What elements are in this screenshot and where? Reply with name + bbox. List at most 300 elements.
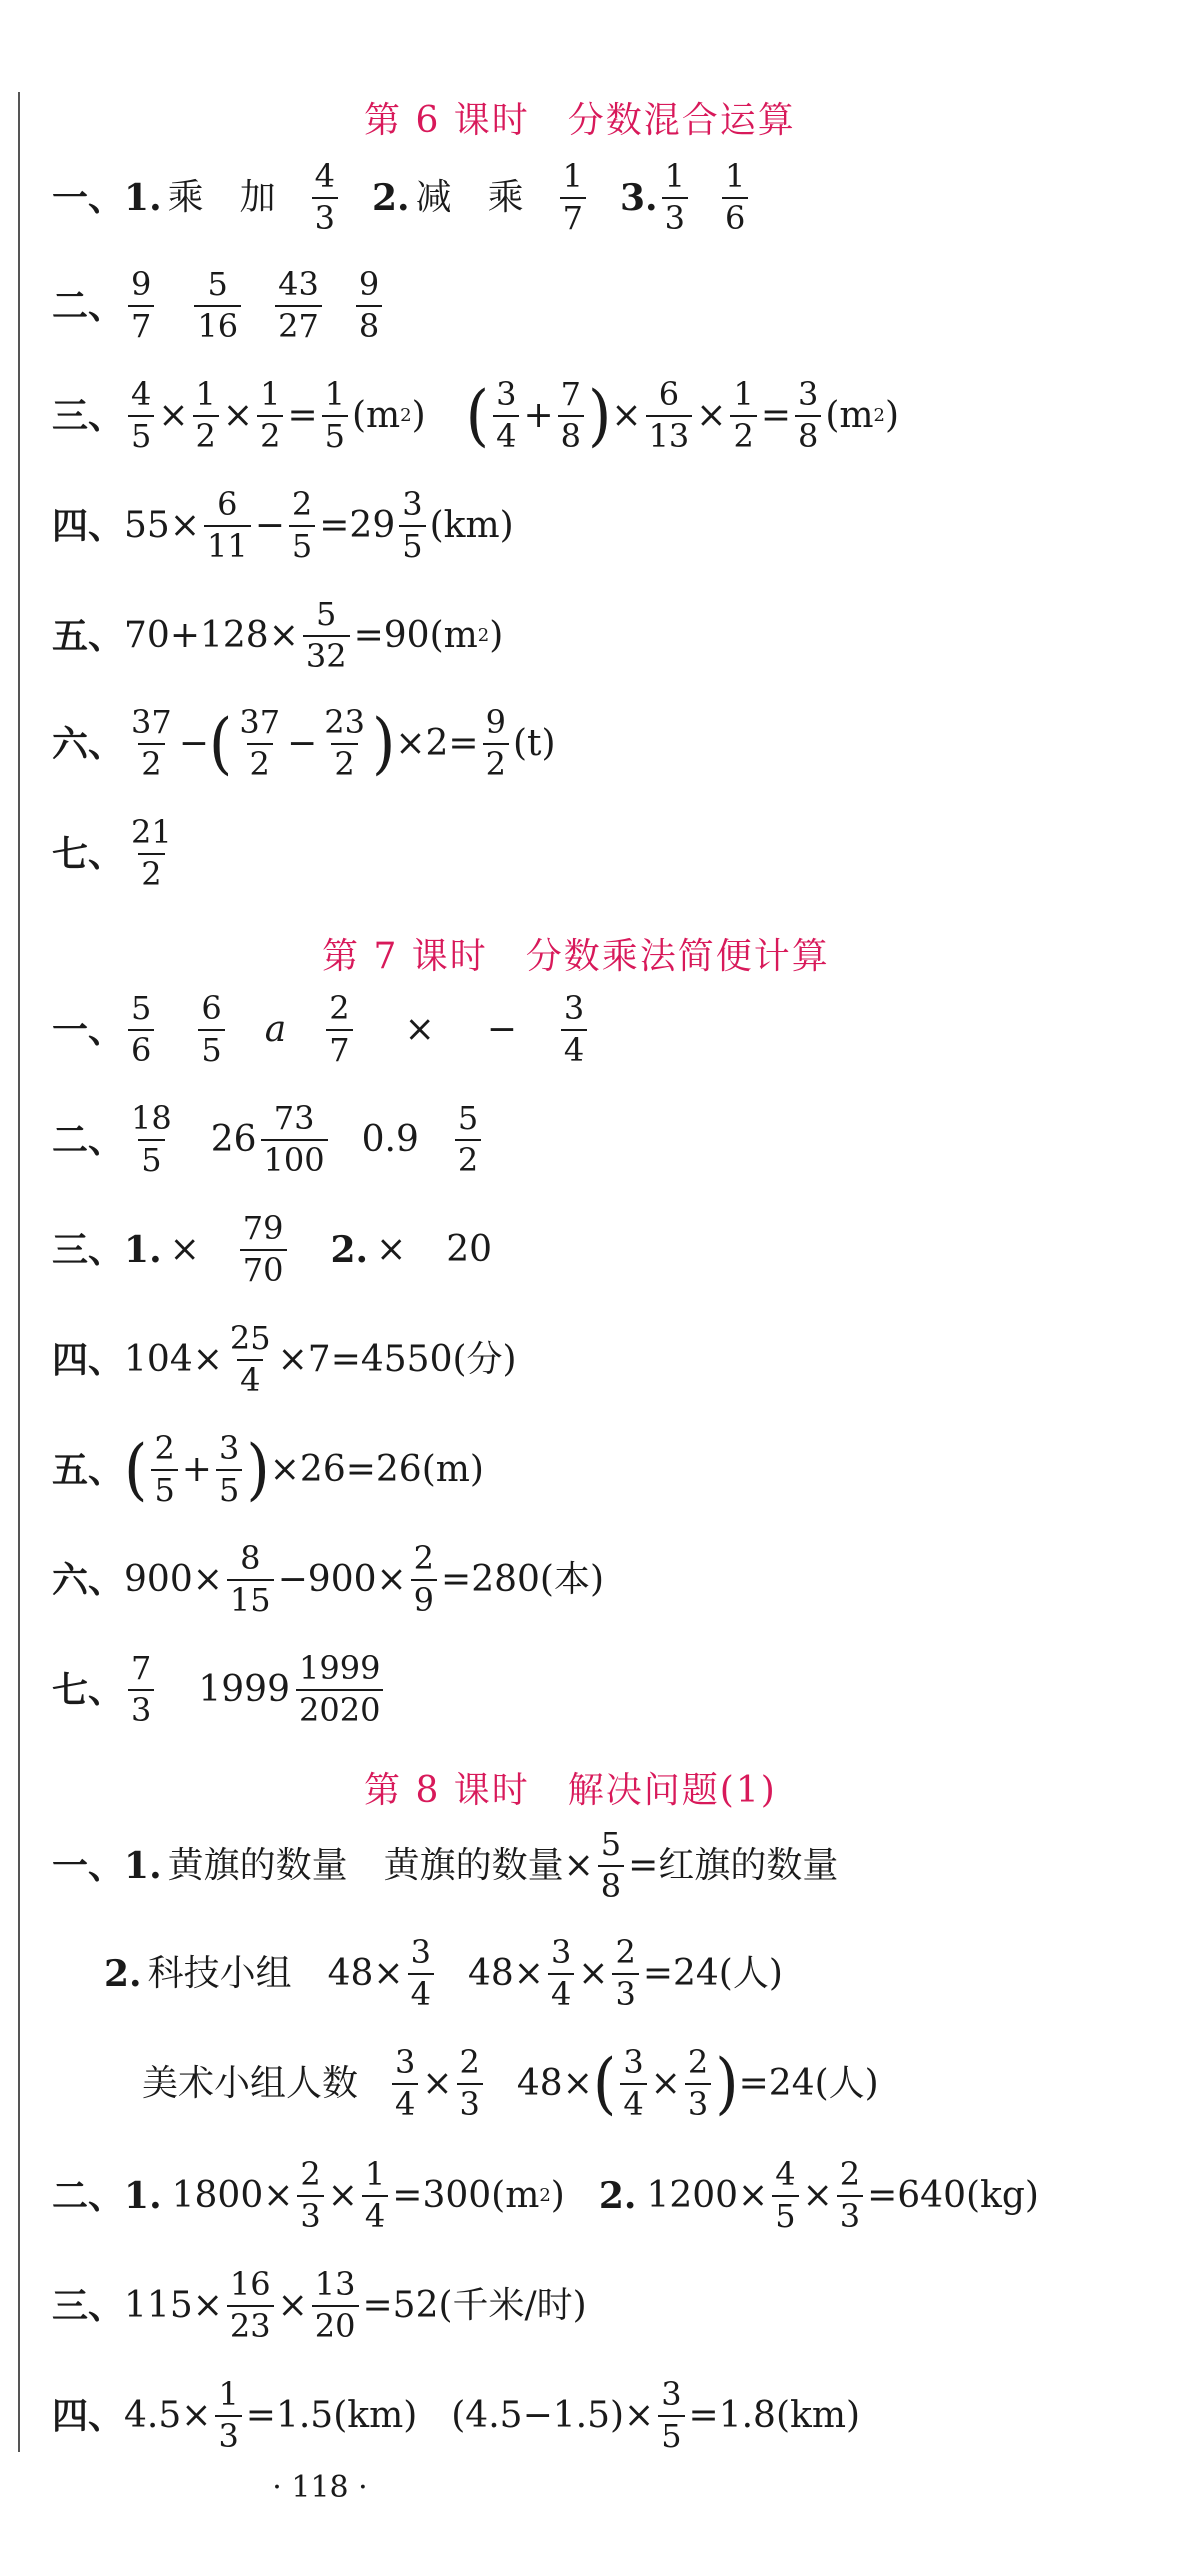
denominator: 27 bbox=[275, 305, 322, 344]
expr: ×7=4550(分) bbox=[277, 1338, 517, 1380]
s6-q4 bbox=[52, 485, 514, 565]
item-number: 1. bbox=[124, 2174, 162, 2217]
numerator: 2 bbox=[839, 2155, 861, 2193]
operator: × bbox=[277, 2284, 308, 2326]
q-label: 二、 bbox=[52, 1118, 125, 1161]
denominator: 2020 bbox=[296, 1689, 383, 1728]
expr: 48× bbox=[516, 2062, 593, 2104]
expr: =52(千米/时) bbox=[362, 2284, 587, 2326]
expr: =300(m bbox=[392, 2174, 540, 2216]
denominator: 4 bbox=[408, 1973, 434, 2012]
fraction bbox=[457, 2043, 483, 2123]
numerator: 4 bbox=[131, 375, 152, 413]
denominator: 2 bbox=[455, 1139, 481, 1178]
numerator: 25 bbox=[229, 1319, 271, 1357]
denominator: 2 bbox=[193, 415, 219, 454]
answer: 科技小组 bbox=[147, 1952, 292, 1994]
s6-q5 bbox=[52, 595, 504, 675]
numerator: 7 bbox=[560, 375, 581, 413]
denominator: 8 bbox=[356, 305, 382, 344]
unit-close: ) bbox=[411, 394, 426, 436]
s8-q4 bbox=[52, 2375, 861, 2455]
denominator: 5 bbox=[772, 2195, 798, 2234]
paren-close: ) bbox=[371, 705, 396, 783]
answer: 乘 bbox=[487, 176, 524, 218]
item-number: 1. bbox=[124, 1844, 162, 1887]
denominator: 3 bbox=[612, 1973, 638, 2012]
operator: × bbox=[611, 394, 642, 436]
expr: =29 bbox=[319, 504, 396, 546]
numerator: 2 bbox=[615, 1933, 636, 1971]
fraction bbox=[297, 2155, 323, 2235]
denominator: 5 bbox=[128, 415, 154, 454]
s7-q1 bbox=[52, 989, 591, 1069]
numerator: 73 bbox=[273, 1099, 315, 1137]
s8-q2 bbox=[52, 2155, 1039, 2235]
expr: 48× bbox=[467, 1952, 544, 1994]
fraction bbox=[548, 1933, 574, 2013]
expr: =280(本) bbox=[441, 1558, 604, 1600]
s7-q6 bbox=[52, 1539, 604, 1619]
denominator: 5 bbox=[216, 1469, 242, 1508]
numerator: 6 bbox=[201, 989, 222, 1027]
s7-q7 bbox=[52, 1649, 387, 1729]
numerator: 1 bbox=[364, 2155, 386, 2193]
q-label: 六、 bbox=[52, 722, 125, 765]
numerator: 1 bbox=[218, 2375, 239, 2413]
fraction bbox=[493, 375, 519, 455]
numerator: 3 bbox=[395, 2043, 416, 2081]
answer: 20 bbox=[446, 1228, 493, 1270]
fraction bbox=[455, 1099, 481, 1179]
denominator: 7 bbox=[128, 305, 154, 344]
fraction bbox=[257, 375, 283, 455]
denominator: 8 bbox=[558, 415, 584, 454]
fraction bbox=[303, 595, 350, 675]
denominator: 8 bbox=[598, 1865, 624, 1904]
s6-q3 bbox=[52, 375, 900, 455]
q-label: 四、 bbox=[52, 2394, 125, 2437]
numerator: 2 bbox=[300, 2155, 321, 2193]
numerator: 4 bbox=[314, 157, 335, 195]
fraction bbox=[204, 485, 251, 565]
fraction bbox=[215, 2375, 241, 2455]
denominator: 2 bbox=[138, 743, 164, 782]
numerator: 3 bbox=[661, 2375, 682, 2413]
operator: × bbox=[222, 394, 254, 436]
numerator: 6 bbox=[658, 375, 680, 413]
fraction bbox=[289, 485, 315, 565]
fraction bbox=[321, 703, 368, 783]
q-label: 二、 bbox=[52, 2174, 125, 2217]
s7-q3 bbox=[52, 1209, 493, 1289]
numerator: 5 bbox=[316, 595, 337, 633]
s7-q2 bbox=[52, 1099, 485, 1179]
answer: 美术小组人数 bbox=[142, 2062, 359, 2104]
q-label: 五、 bbox=[52, 614, 125, 657]
q-label: 六、 bbox=[52, 1558, 125, 1601]
q-label: 三、 bbox=[52, 2284, 125, 2327]
operator: × bbox=[327, 2174, 358, 2216]
whole-number: 1999 bbox=[198, 1668, 290, 1710]
fraction bbox=[128, 265, 154, 345]
expr: (4.5−1.5)× bbox=[451, 2394, 655, 2436]
fraction bbox=[558, 375, 584, 455]
denominator: 5 bbox=[289, 525, 315, 564]
q-label: 一、 bbox=[52, 176, 125, 219]
fraction bbox=[362, 2155, 388, 2235]
fraction bbox=[128, 813, 175, 893]
fraction bbox=[399, 485, 425, 565]
numerator: 2 bbox=[413, 1539, 435, 1577]
denominator: 15 bbox=[227, 1579, 274, 1618]
paren-close: ) bbox=[587, 377, 612, 455]
expr: −900× bbox=[277, 1558, 407, 1600]
fraction bbox=[198, 989, 224, 1069]
denominator: 3 bbox=[312, 197, 338, 236]
expr: =24(人) bbox=[642, 1952, 783, 1994]
s6-q2 bbox=[52, 265, 386, 345]
fraction bbox=[296, 1649, 383, 1729]
expr: 115× bbox=[124, 2284, 223, 2326]
numerator: 2 bbox=[154, 1429, 175, 1467]
decimal: 0.9 bbox=[361, 1118, 419, 1160]
fraction bbox=[837, 2155, 863, 2235]
dash: − bbox=[486, 1008, 517, 1050]
q-label: 七、 bbox=[52, 1668, 125, 1711]
denominator: 2 bbox=[331, 743, 357, 782]
fraction bbox=[227, 1319, 274, 1399]
item-number: 2. bbox=[598, 2174, 637, 2217]
fraction bbox=[356, 265, 382, 345]
fraction bbox=[392, 2043, 418, 2123]
s6-q6 bbox=[52, 703, 556, 783]
fraction bbox=[128, 1649, 154, 1729]
operator: × bbox=[650, 2062, 681, 2104]
expr: 1800× bbox=[171, 2174, 294, 2216]
denominator: 5 bbox=[658, 2415, 684, 2454]
item-number: 2. bbox=[104, 1952, 142, 1995]
item-number: 1. bbox=[124, 1228, 162, 1271]
superscript: 2 bbox=[400, 404, 412, 426]
expr: =红旗的数量 bbox=[628, 1844, 839, 1886]
fraction bbox=[598, 1825, 624, 1905]
numerator: 21 bbox=[131, 813, 172, 851]
numerator: 9 bbox=[131, 265, 152, 303]
numerator: 43 bbox=[278, 265, 319, 303]
denominator: 3 bbox=[128, 1689, 154, 1728]
cross-mark: × bbox=[404, 1008, 435, 1050]
numerator: 3 bbox=[496, 375, 517, 413]
denominator: 4 bbox=[392, 2083, 418, 2122]
fraction bbox=[227, 2265, 274, 2345]
fraction bbox=[408, 1933, 434, 2013]
numerator: 2 bbox=[329, 989, 350, 1027]
s8-q1-3 bbox=[142, 2043, 879, 2123]
whole-number: 26 bbox=[210, 1118, 257, 1160]
page-number: · 118 · bbox=[272, 2470, 368, 2505]
denominator: 6 bbox=[722, 197, 748, 236]
q-label: 四、 bbox=[52, 1338, 125, 1381]
numerator: 1 bbox=[733, 375, 754, 413]
item-number: 2. bbox=[372, 176, 410, 219]
paren-open: ( bbox=[592, 2045, 617, 2123]
denominator: 3 bbox=[215, 2415, 241, 2454]
denominator: 3 bbox=[685, 2083, 711, 2122]
expr: 70+128× bbox=[124, 614, 299, 656]
fraction bbox=[612, 1933, 638, 2013]
fraction bbox=[312, 157, 338, 237]
operator: × bbox=[158, 394, 189, 436]
s8-q1-1 bbox=[52, 1825, 839, 1905]
q-label: 四、 bbox=[52, 504, 125, 547]
fraction bbox=[194, 265, 241, 345]
fraction bbox=[411, 1539, 437, 1619]
denominator: 2 bbox=[483, 743, 509, 782]
numerator: 6 bbox=[217, 485, 238, 523]
fraction bbox=[128, 989, 154, 1069]
numerator: 3 bbox=[550, 1933, 572, 1971]
fraction bbox=[772, 2155, 798, 2235]
numerator: 13 bbox=[314, 2265, 356, 2303]
numerator: 1 bbox=[324, 375, 345, 413]
fraction bbox=[261, 1099, 328, 1179]
answer: 加 bbox=[239, 176, 276, 218]
denominator: 4 bbox=[620, 2083, 646, 2122]
denominator: 13 bbox=[646, 415, 693, 454]
expr: 55× bbox=[124, 504, 200, 546]
expr: ×2= bbox=[395, 722, 479, 764]
fraction bbox=[151, 1429, 177, 1509]
denominator: 3 bbox=[662, 197, 688, 236]
denominator: 70 bbox=[240, 1249, 287, 1288]
operator: − bbox=[287, 722, 318, 764]
s7-q4 bbox=[52, 1319, 517, 1399]
variable: a bbox=[264, 1008, 287, 1050]
expr: =1.8(km) bbox=[688, 2394, 861, 2436]
denominator: 5 bbox=[138, 1139, 164, 1178]
numerator: 5 bbox=[131, 989, 152, 1027]
unit: (km) bbox=[429, 504, 514, 546]
numerator: 3 bbox=[410, 1933, 431, 1971]
q-label: 三、 bbox=[52, 1228, 125, 1271]
numerator: 1999 bbox=[299, 1649, 381, 1687]
denominator: 6 bbox=[128, 1029, 154, 1068]
expr: =1.5(km) bbox=[245, 2394, 418, 2436]
fraction bbox=[646, 375, 693, 455]
expr: 1200× bbox=[646, 2174, 769, 2216]
expr: =640(kg) bbox=[867, 2174, 1039, 2216]
paren-open: ( bbox=[465, 377, 490, 455]
margin-rule bbox=[18, 92, 20, 2452]
numerator: 18 bbox=[131, 1099, 172, 1137]
section-6-title: 第 6 课时 分数混合运算 bbox=[364, 100, 796, 141]
fraction bbox=[483, 703, 509, 783]
operator: − bbox=[254, 504, 285, 546]
numerator: 37 bbox=[131, 703, 172, 741]
denominator: 16 bbox=[194, 305, 241, 344]
expr: 48× bbox=[327, 1952, 404, 1994]
fraction bbox=[128, 703, 175, 783]
q-label: 五、 bbox=[52, 1448, 125, 1491]
answer: 减 bbox=[415, 176, 452, 218]
q-label: 二、 bbox=[52, 284, 125, 327]
superscript: 2 bbox=[477, 624, 490, 646]
operator: + bbox=[181, 1448, 212, 1490]
fraction bbox=[730, 375, 756, 455]
denominator: 3 bbox=[837, 2195, 863, 2234]
operator: − bbox=[178, 722, 209, 764]
expr: 900× bbox=[124, 1558, 223, 1600]
fraction bbox=[685, 2043, 711, 2123]
unit-close: ) bbox=[884, 394, 900, 436]
denominator: 4 bbox=[362, 2195, 388, 2234]
numerator: 79 bbox=[242, 1209, 284, 1247]
denominator: 5 bbox=[322, 415, 348, 454]
expr: =90(m bbox=[353, 614, 478, 656]
denominator: 9 bbox=[411, 1579, 437, 1618]
numerator: 3 bbox=[402, 485, 423, 523]
numerator: 5 bbox=[207, 265, 228, 303]
fraction bbox=[658, 2375, 684, 2455]
denominator: 5 bbox=[198, 1029, 224, 1068]
fraction bbox=[128, 1099, 175, 1179]
fraction bbox=[326, 989, 352, 1069]
s8-q3 bbox=[52, 2265, 587, 2345]
unit-close: ) bbox=[489, 614, 504, 656]
denominator: 3 bbox=[297, 2195, 323, 2234]
numerator: 8 bbox=[240, 1539, 261, 1577]
s6-q1 bbox=[52, 157, 752, 237]
denominator: 2 bbox=[247, 743, 273, 782]
numerator: 3 bbox=[623, 2043, 644, 2081]
unit-close: ) bbox=[550, 2174, 565, 2216]
answer: 黄旗的数量 bbox=[167, 1844, 348, 1886]
numerator: 5 bbox=[600, 1825, 622, 1863]
numerator: 2 bbox=[687, 2043, 709, 2081]
cross-mark: × bbox=[169, 1228, 200, 1270]
numerator: 1 bbox=[195, 375, 216, 413]
fraction bbox=[216, 1429, 242, 1509]
operator: = bbox=[287, 394, 318, 436]
denominator: 4 bbox=[237, 1359, 263, 1398]
denominator: 2 bbox=[257, 415, 283, 454]
expr: 黄旗的数量× bbox=[383, 1844, 594, 1886]
numerator: 3 bbox=[218, 1429, 240, 1467]
q-label: 一、 bbox=[52, 1008, 125, 1051]
fraction bbox=[662, 157, 688, 237]
numerator: 3 bbox=[797, 375, 819, 413]
q-label: 一、 bbox=[52, 1844, 125, 1887]
expr: 4.5× bbox=[124, 2394, 212, 2436]
q-label: 七、 bbox=[52, 832, 125, 875]
item-number: 1. bbox=[124, 176, 162, 219]
s6-q7 bbox=[52, 813, 179, 893]
paren-open: ( bbox=[124, 1431, 148, 1509]
numerator: 1 bbox=[562, 157, 583, 195]
denominator: 32 bbox=[303, 635, 350, 674]
denominator: 2 bbox=[730, 415, 756, 454]
fraction bbox=[193, 375, 219, 455]
denominator: 4 bbox=[561, 1029, 587, 1068]
fraction bbox=[722, 157, 748, 237]
numerator: 1 bbox=[260, 375, 281, 413]
numerator: 1 bbox=[664, 157, 685, 195]
denominator: 23 bbox=[227, 2305, 274, 2344]
s7-q5 bbox=[52, 1429, 484, 1509]
answer: 乘 bbox=[167, 176, 204, 218]
item-number: 2. bbox=[330, 1228, 369, 1271]
denominator: 8 bbox=[795, 415, 821, 454]
unit: (t) bbox=[512, 722, 556, 764]
operator: × bbox=[578, 1952, 609, 1994]
denominator: 4 bbox=[548, 1973, 574, 2012]
unit: (m bbox=[825, 394, 874, 436]
fraction bbox=[560, 157, 586, 237]
denominator: 3 bbox=[457, 2083, 483, 2122]
numerator: 5 bbox=[457, 1099, 479, 1137]
fraction bbox=[240, 1209, 287, 1289]
superscript: 2 bbox=[873, 404, 885, 426]
fraction bbox=[620, 2043, 646, 2123]
item-number: 3. bbox=[619, 176, 658, 219]
denominator: 5 bbox=[399, 525, 425, 564]
fraction bbox=[227, 1539, 274, 1619]
numerator: 4 bbox=[775, 2155, 796, 2193]
operator: × bbox=[696, 394, 727, 436]
denominator: 11 bbox=[204, 525, 251, 564]
numerator: 2 bbox=[291, 485, 313, 523]
fraction bbox=[275, 265, 322, 345]
denominator: 100 bbox=[261, 1139, 328, 1178]
numerator: 37 bbox=[239, 703, 281, 741]
denominator: 4 bbox=[493, 415, 519, 454]
numerator: 1 bbox=[724, 157, 746, 195]
operator: × bbox=[802, 2174, 833, 2216]
expr: ×26=26(m) bbox=[269, 1448, 484, 1490]
section-7-title: 第 7 课时 分数乘法简便计算 bbox=[322, 936, 830, 977]
numerator: 23 bbox=[324, 703, 365, 741]
denominator: 5 bbox=[151, 1469, 177, 1508]
operator: = bbox=[760, 394, 791, 436]
q-label: 三、 bbox=[52, 394, 125, 437]
fraction bbox=[128, 375, 154, 455]
superscript: 2 bbox=[539, 2184, 551, 2206]
cross-mark: × bbox=[376, 1228, 407, 1270]
expr: 104× bbox=[124, 1338, 223, 1380]
operator: × bbox=[422, 2062, 453, 2104]
denominator: 2 bbox=[138, 853, 164, 892]
operator: + bbox=[523, 394, 554, 436]
paren-close: ) bbox=[715, 2045, 739, 2123]
unit: (m bbox=[351, 394, 401, 436]
numerator: 3 bbox=[563, 989, 585, 1027]
paren-close: ) bbox=[246, 1431, 270, 1509]
numerator: 2 bbox=[459, 2043, 480, 2081]
expr: =24(人) bbox=[738, 2062, 879, 2104]
fraction bbox=[236, 703, 283, 783]
denominator: 7 bbox=[326, 1029, 352, 1068]
fraction bbox=[322, 375, 348, 455]
fraction bbox=[312, 2265, 359, 2345]
numerator: 7 bbox=[131, 1649, 152, 1687]
fraction bbox=[561, 989, 587, 1069]
paren-open: ( bbox=[208, 705, 233, 783]
s8-q1-2 bbox=[104, 1933, 783, 2013]
numerator: 16 bbox=[229, 2265, 271, 2303]
section-8-title: 第 8 课时 解决问题(1) bbox=[364, 1770, 777, 1811]
numerator: 9 bbox=[358, 265, 380, 303]
